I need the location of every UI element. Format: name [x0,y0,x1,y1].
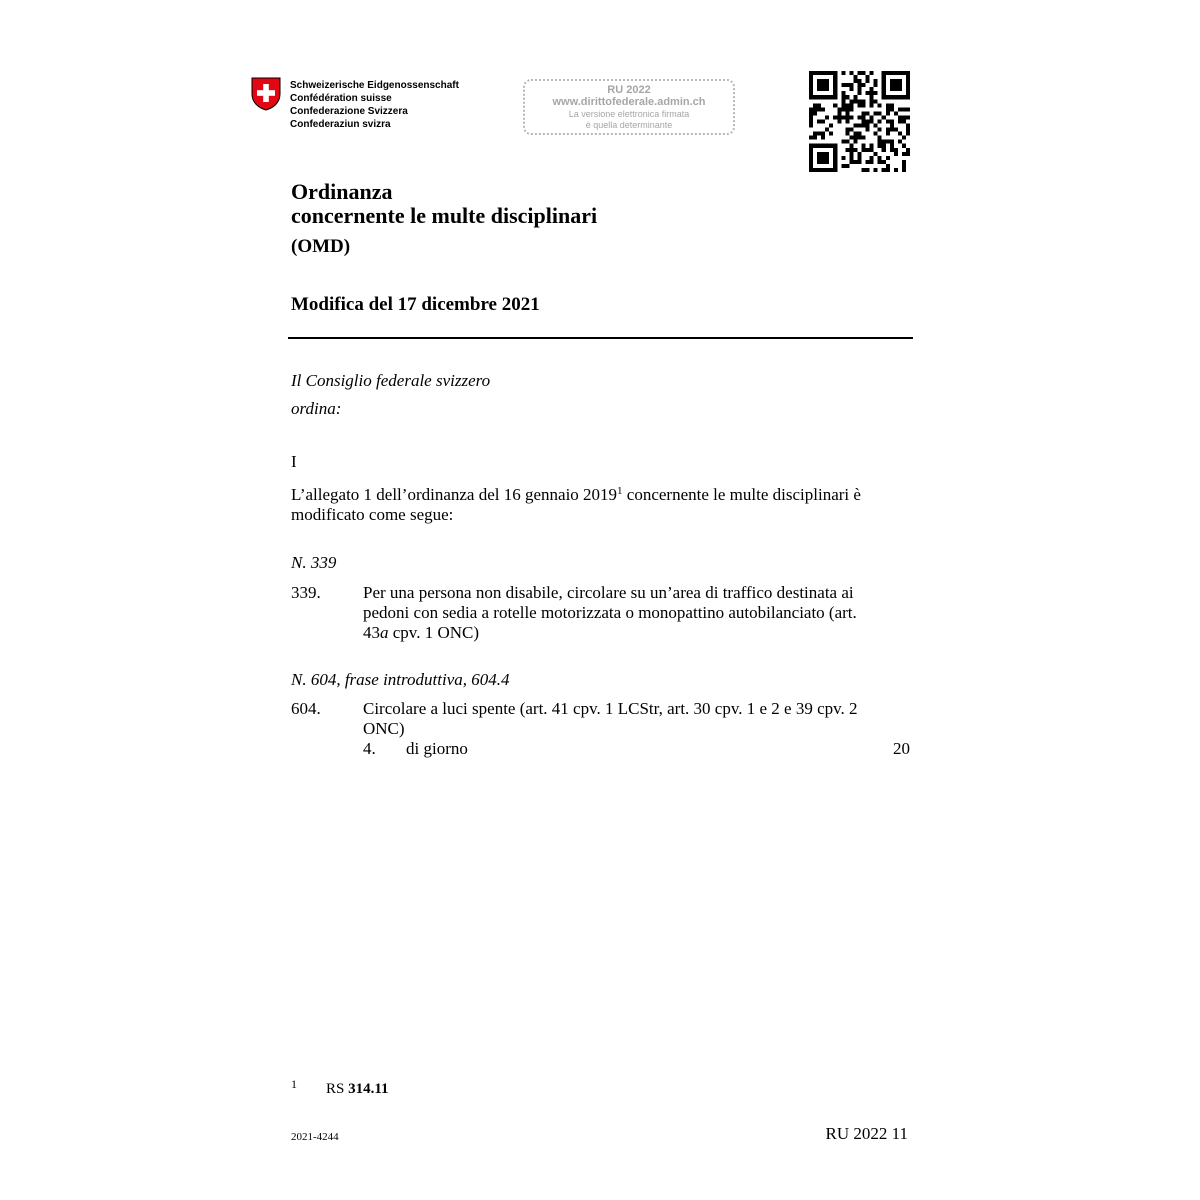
preamble [291,367,490,423]
stamp-line-2: www.dirittofederale.admin.ch [552,96,706,108]
item-604-heading: N. 604, frase introduttiva, 604.4 [291,670,510,689]
enacting-verb: ordina: [291,399,342,418]
swiss-coat-of-arms-icon [251,77,281,111]
intro-paragraph [291,485,916,525]
item-339-text-end: cpv. 1 ONC) [388,623,479,642]
intro-text-end: concernente le multe disciplinari è modificato come segue: [291,485,861,524]
item-604-text: Circolare a luci spente (art. 41 cpv. 1 LCStr, art. 30 cpv. 1 e 2 e 39 cpv. 2 ONC) [363,699,858,738]
footnote-text [326,1080,389,1098]
item-339-text-italic: a [380,623,389,642]
ordinance-abbreviation: (OMD) [291,236,351,257]
footnote-sr-number: 314.11 [348,1081,389,1097]
item-339-number: 339. [291,583,321,602]
amendment-date: Modifica del 17 dicembre 2021 [291,294,540,315]
item-339-text-start: Per una persona non disabile, circolare su un’area di traffico destinata ai pedoni con sedia a rotelle motorizzata o monopattino autobilanciato (art. 43 [363,583,857,642]
confederation-name-de: Schweizerische Eidgenossenschaft [290,80,459,91]
item-604-4-number: 4. [363,739,376,758]
title-line-2: concernente le multe disciplinari [291,203,598,228]
confederation-name-it: Confederazione Svizzera [290,106,408,117]
stamp-line-3: La versione elettronica firmata [568,109,690,119]
qr-code-icon [809,71,910,172]
title-line-1: Ordinanza [291,179,393,204]
confederation-names [290,79,459,131]
item-604-4-fine: 20 [893,739,910,758]
official-publication-stamp [523,79,735,135]
ordinance-title [291,180,597,228]
footnote-number: 1 [291,1077,297,1091]
document-id: 2021-4244 [291,1131,339,1143]
stamp-line-1: RU 2022 [607,84,651,96]
confederation-name-fr: Confédération suisse [290,93,392,104]
intro-text-start: L’allegato 1 dell’ordinanza del 16 gennaio 2019 [291,485,618,504]
footnote-prefix: RS [326,1081,349,1097]
item-339-heading: N. 339 [291,553,337,572]
title-divider [288,337,913,339]
stamp-line-4: è quella determinante [585,120,673,130]
official-compilation-reference: RU 2022 11 [825,1124,908,1143]
section-number: I [291,452,297,471]
item-604-4-text: di giorno [406,739,468,758]
issuer: Il Consiglio federale svizzero [291,371,491,390]
item-339-text [363,583,863,643]
item-604-number: 604. [291,699,321,718]
footnote-reference[interactable]: 1 [617,485,623,497]
confederation-name-rm: Confederaziun svizra [290,119,391,130]
